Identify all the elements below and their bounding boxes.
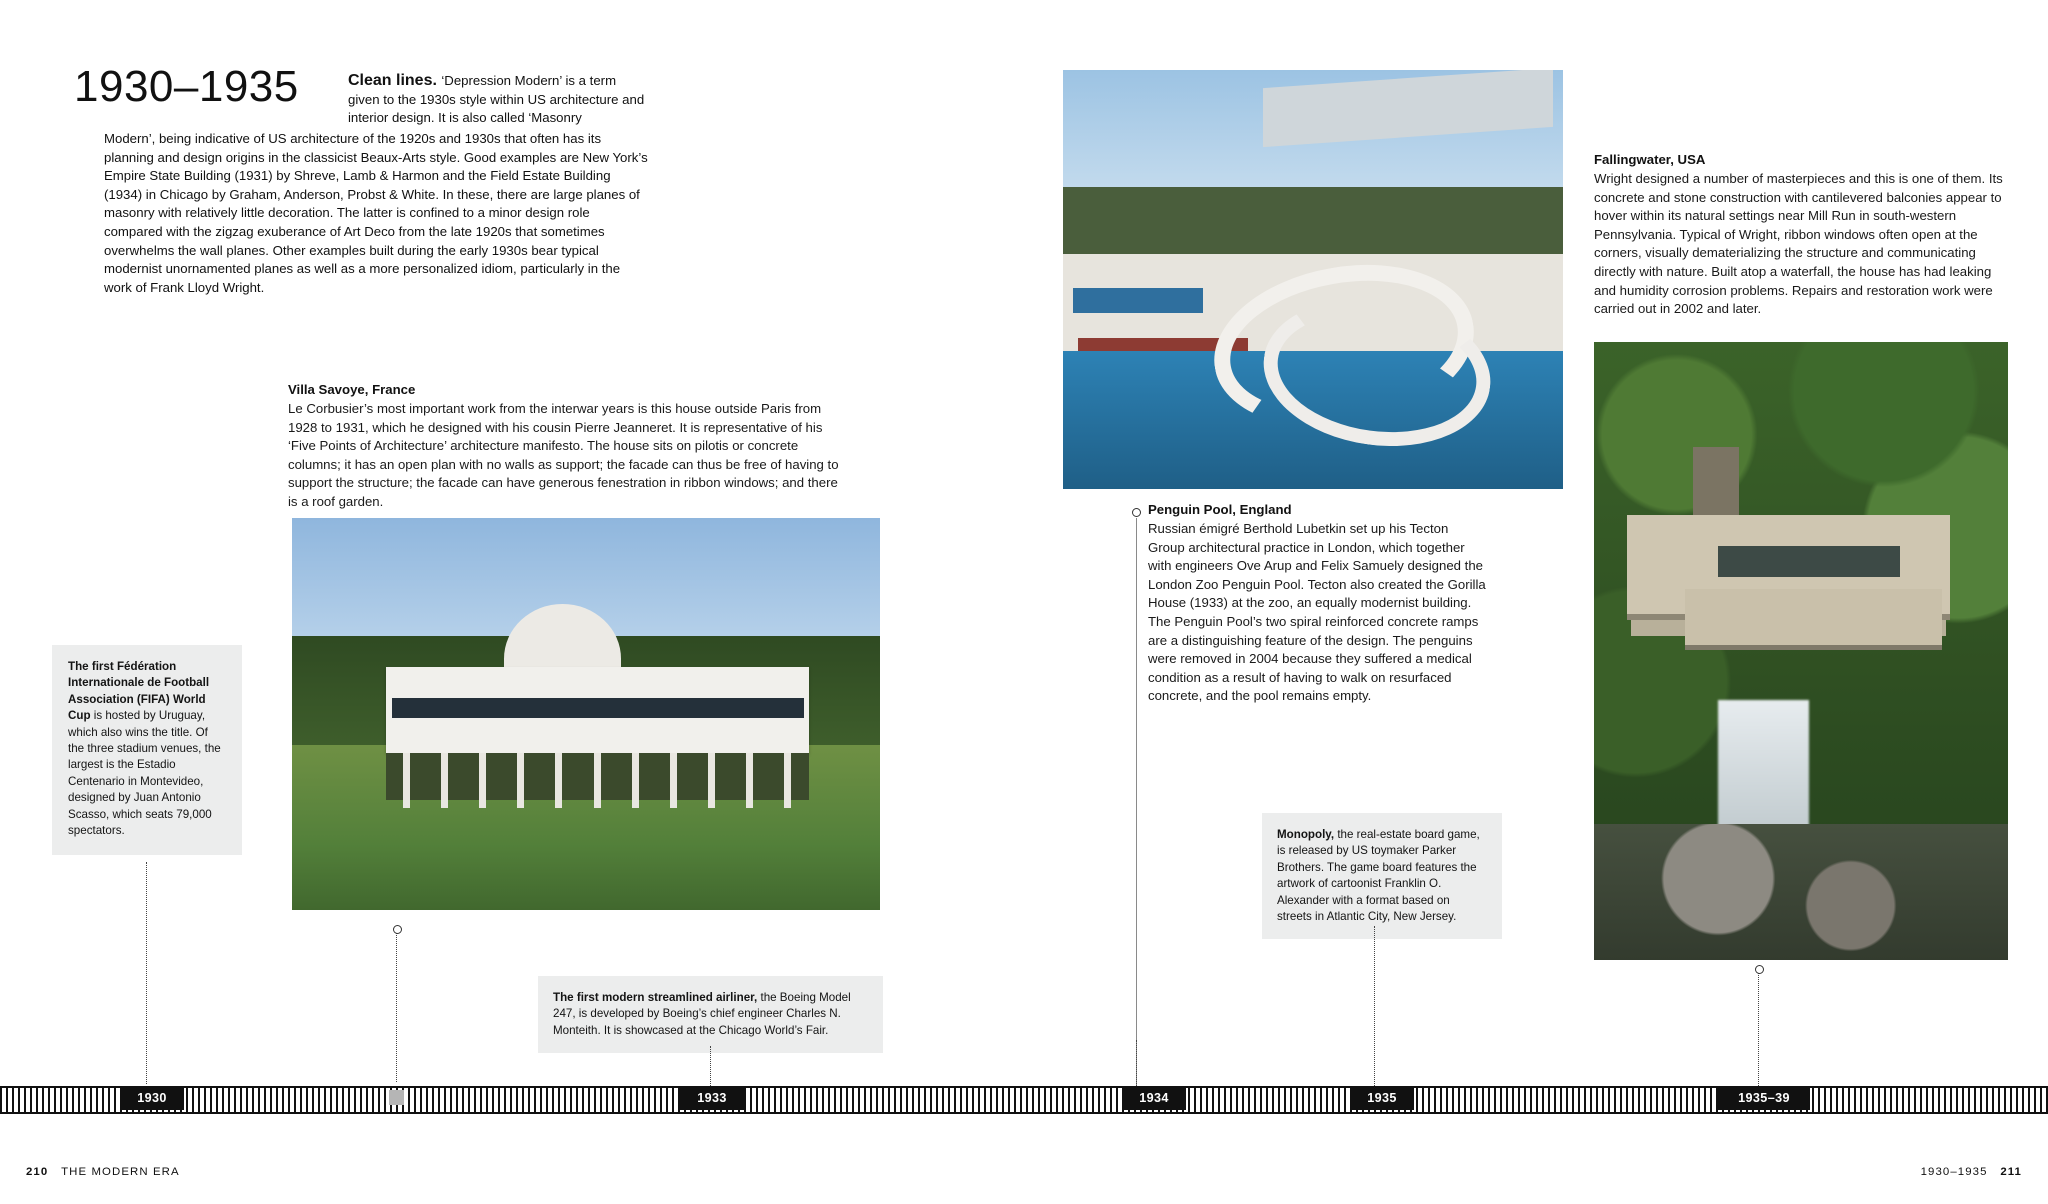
photo-ribbon-window (392, 698, 804, 718)
timeline-marker-1934[interactable]: 1934 (1122, 1086, 1186, 1110)
fallingwater-caption (1594, 152, 2014, 319)
photo-rocks (1594, 824, 2008, 960)
timeline-marker-1930[interactable]: 1930 (120, 1086, 184, 1110)
intro-body: Modern’, being indicative of US architecture of the 1920s and 1930s that often has its planning and design origins in the classicist Beaux-Arts style. Good examples are New York’s Empire State Building (1931) by Shreve, Lamb & Harmon and the Field Estate Building (1934) in Chicago by Graham, Anderson, Probst & White. In these, there are large planes of masonry with relatively little decoration. The latter is confined to a minor design role compared with the zigzag exuberance of Art Deco from the late 1920s that sometimes overwhelms the wall planes. Other examples built during the early 1930s bear typical modernist unornamented planes as well as a more personalized idiom, particularly in the work of Frank Lloyd Wright. (104, 131, 648, 295)
villa-savoye-caption (288, 382, 848, 512)
folio-right (1921, 1166, 2022, 1178)
note-boeing-247 (538, 976, 883, 1053)
leader-villa-savoye (396, 930, 397, 1082)
fallingwater-dot (1755, 965, 1764, 974)
intro-column (348, 72, 648, 128)
page-number-left: 210 (26, 1166, 49, 1178)
note-airliner-lead: The first modern streamlined airliner, (553, 991, 758, 1004)
penguin-pool-caption (1148, 502, 1488, 706)
penguin-pool-rule (1136, 518, 1137, 1106)
era-title: 1930–1935 (74, 62, 299, 111)
leader-penguin-pool (1136, 1040, 1137, 1086)
note-fifa-text: is hosted by Uruguay, which also wins the title. Of the three stadium venues, the largest is the Estadio Centenario in Montevideo, designed by Juan Antonio Scasso, which seats 79,000 spectators. (68, 709, 221, 838)
timeline-marker-1933[interactable]: 1933 (680, 1086, 744, 1110)
timeline-square-marker (389, 1090, 404, 1105)
note-monopoly-text: the real-estate board game, is released by US toymaker Parker Brothers. The game board features the artwork of cartoonist Franklin O. Alexander with a format based on streets in Atlantic City, New Jersey. (1277, 828, 1480, 924)
note-fifa-world-cup (52, 645, 242, 855)
leader-fallingwater (1758, 970, 1759, 1086)
fallingwater-photo (1594, 342, 2008, 960)
penguin-pool-dot (1132, 508, 1141, 517)
note-monopoly-lead: Monopoly, (1277, 828, 1335, 841)
note-airliner-text: the Boeing Model 247, is developed by Boeing’s chief engineer Charles N. Monteith. It is showcased at the Chicago World’s Fair. (553, 991, 851, 1037)
page-number-right: 211 (2000, 1166, 2022, 1178)
note-fifa-lead: The first Fédération Internationale de Football Association (FIFA) World Cup (68, 660, 210, 723)
photo-cantilever-lower (1685, 589, 1942, 645)
intro-lead: Clean lines. (348, 72, 437, 89)
fallingwater-text: Wright designed a number of masterpieces and this is one of them. Its concrete and stone construction with cantilevered balconies appear to hover within its natural settings near Mill Run in south-western Pennsylvania. Typical of Wright, ribbon windows often open at the corners, visually dematerializing the structure and communicating directly with nature. Built atop a waterfall, the house has had leaking and humidity corrosion problems. Repairs and restoration work were carried out in 2002 and later. (1594, 171, 2003, 317)
leader-airliner (710, 1046, 711, 1086)
leader-fifa (146, 862, 147, 1084)
fallingwater-title: Fallingwater, USA (1594, 152, 1706, 167)
section-name-right: 1930–1935 (1920, 1166, 1988, 1178)
timeline-marker-1935-39[interactable]: 1935–39 (1718, 1086, 1810, 1110)
photo-blue-panel (1073, 288, 1203, 313)
penguin-pool-photo (1063, 70, 1563, 489)
penguin-pool-title: Penguin Pool, England (1148, 502, 1292, 517)
leader-monopoly (1374, 926, 1375, 1086)
photo-treeline (1063, 187, 1563, 254)
penguin-pool-text: Russian émigré Berthold Lubetkin set up his Tecton Group architectural practice in London, which together with engineers Ove Arup and Felix Samuely designed the London Zoo Penguin Pool. Tecton also created the Gorilla House (1933) at the zoo, an equally modernist building. The Penguin Pool’s two spiral reinforced concrete ramps are a distinguishing feature of the design. The penguins were removed in 2004 because they suffered a medical condition as a result of having to walk on resurfaced concrete, and the pool remains empty. (1148, 521, 1486, 704)
villa-savoye-title: Villa Savoye, France (288, 382, 416, 397)
note-monopoly (1262, 813, 1502, 939)
intro-column-text: ‘Depression Modern’ is a term given to the 1930s style within US architecture and interior design. It is also called ‘Masonry (348, 73, 645, 126)
villa-savoye-dot (393, 925, 402, 934)
villa-savoye-photo (292, 518, 880, 910)
folio-left (26, 1166, 180, 1178)
photo-pilotis (386, 753, 809, 808)
section-name-left: THE MODERN ERA (61, 1166, 180, 1178)
villa-savoye-text: Le Corbusier’s most important work from the interwar years is this house outside Paris from 1928 to 1931, which he designed with his cousin Pierre Jeanneret. It is representative of his ‘Five Points of Architecture’ architecture manifesto. The house sits on pilotis or concrete columns; it has an open plan with no walls as support; the facade can thus be free of having to support the structure; the facade can have generous fenestration in ribbon windows; and there is a roof garden. (288, 401, 839, 509)
photo-ribbon-window (1718, 546, 1900, 577)
timeline-marker-1935[interactable]: 1935 (1350, 1086, 1414, 1110)
